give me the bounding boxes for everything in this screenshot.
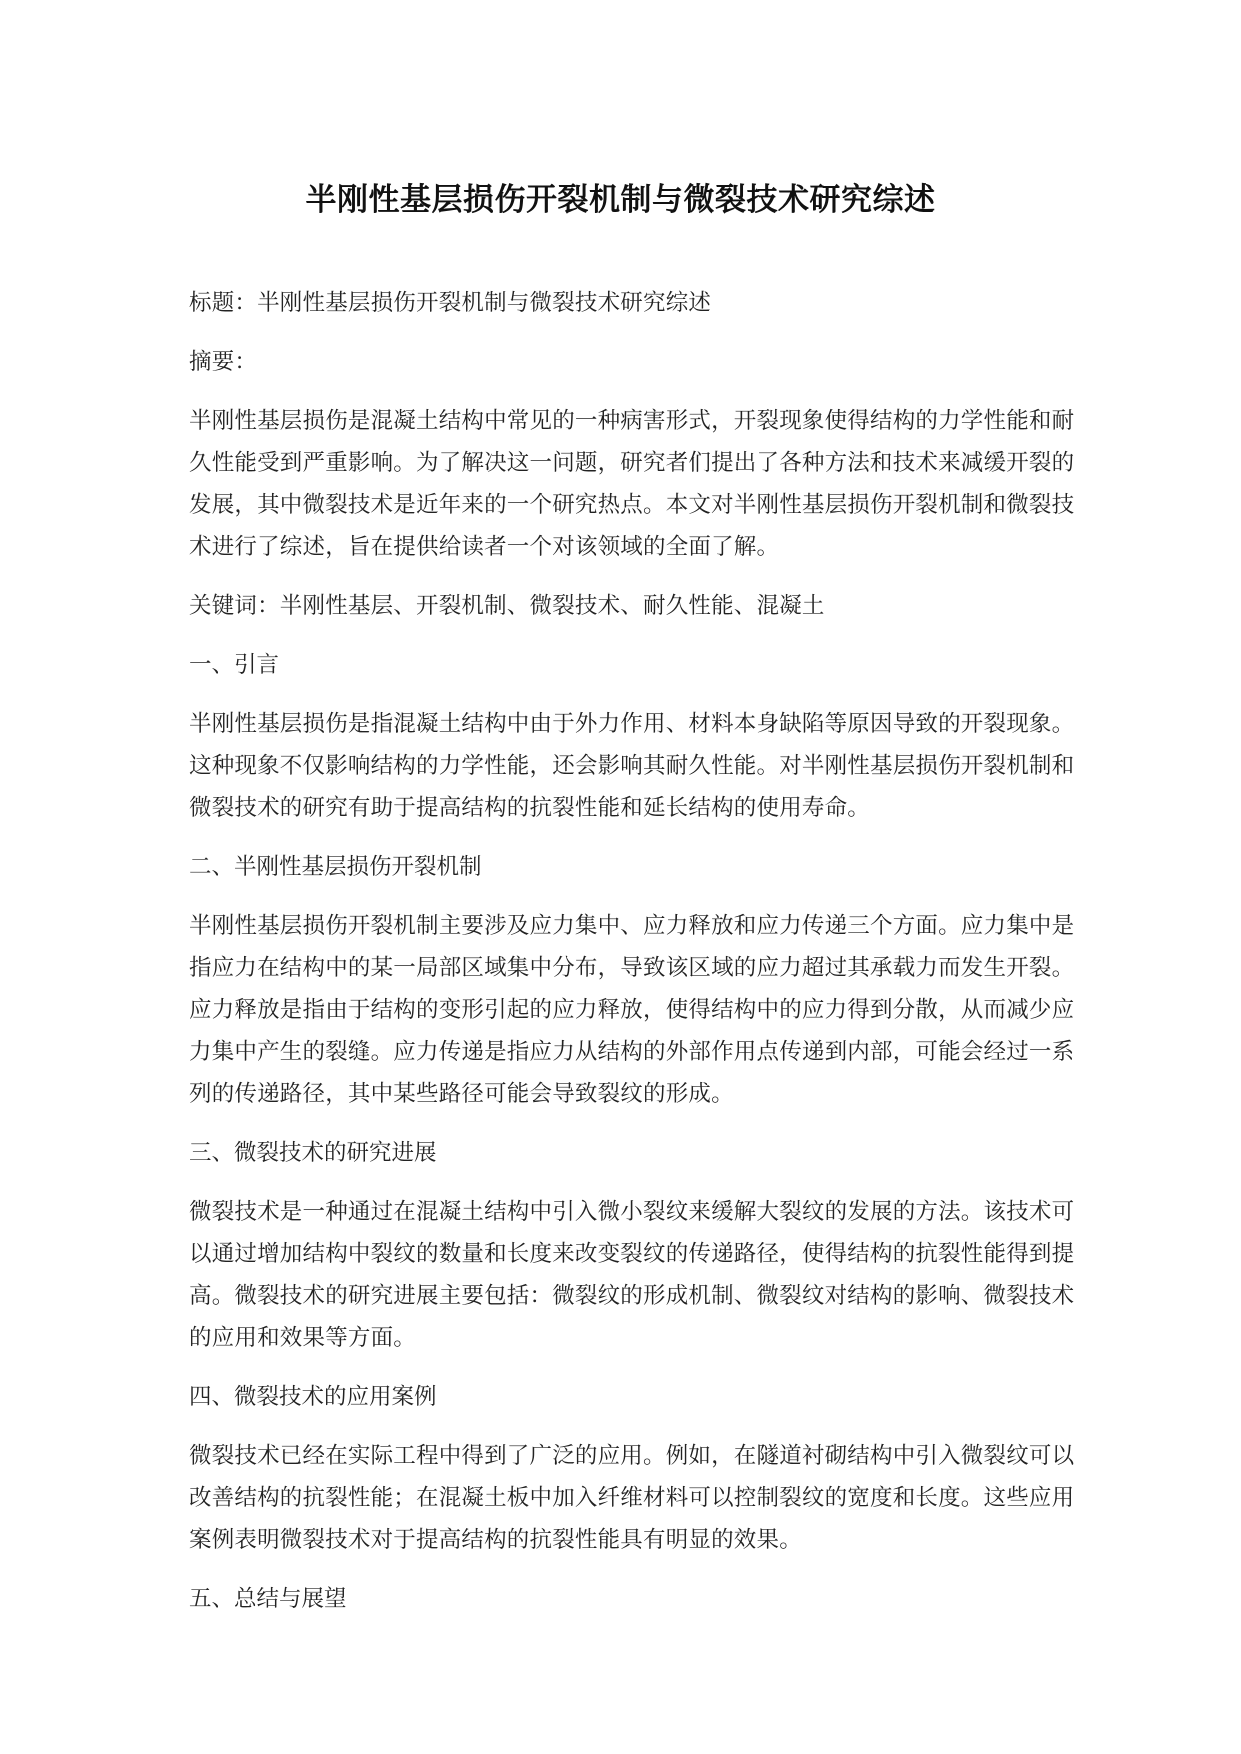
section-paragraph-applications: 微裂技术已经在实际工程中得到了广泛的应用。例如，在隧道衬砌结构中引入微裂纹可以改善结构的抗裂性能；在混凝土板中加入纤维材料可以控制裂纹的宽度和长度。这些应用案例表明微裂技术对于提高结构的抗裂性能具有明显的效果。: [189, 1443, 1075, 1553]
section-heading-applications: 四、微裂技术的应用案例: [189, 1384, 437, 1410]
section-paragraph-progress: 微裂技术是一种通过在混凝土结构中引入微小裂纹来缓解大裂纹的发展的方法。该技术可以通过增加结构中裂纹的数量和长度来改变裂纹的传递路径，使得结构的抗裂性能得到提高。微裂技术的研究进展主要包括：微裂纹的形成机制、微裂纹对结构的影响、微裂技术的应用和效果等方面。: [189, 1199, 1075, 1351]
title-line: 标题：半刚性基层损伤开裂机制与微裂技术研究综述: [189, 290, 712, 316]
section-heading-summary: 五、总结与展望: [189, 1586, 347, 1612]
abstract-label: 摘要：: [189, 349, 258, 375]
section-heading-progress: 三、微裂技术的研究进展: [189, 1140, 437, 1166]
document-body: [189, 282, 1094, 1637]
section-heading-mechanism: 二、半刚性基层损伤开裂机制: [189, 854, 482, 880]
keywords-line: 关键词：半刚性基层、开裂机制、微裂技术、耐久性能、混凝土: [189, 593, 825, 619]
section-paragraph-mechanism: 半刚性基层损伤开裂机制主要涉及应力集中、应力释放和应力传递三个方面。应力集中是指应力在结构中的某一局部区域集中分布，导致该区域的应力超过其承载力而发生开裂。应力释放是指由于结构的变形引起的应力释放，使得结构中的应力得到分散，从而减少应力集中产生的裂缝。应力传递是指应力从结构的外部作用点传递到内部，可能会经过一系列的传递路径，其中某些路径可能会导致裂纹的形成。: [189, 913, 1075, 1107]
section-paragraph-introduction: 半刚性基层损伤是指混凝土结构中由于外力作用、材料本身缺陷等原因导致的开裂现象。这种现象不仅影响结构的力学性能，还会影响其耐久性能。对半刚性基层损伤开裂机制和微裂技术的研究有助于提高结构的抗裂性能和延长结构的使用寿命。: [189, 711, 1075, 821]
page-title: 半刚性基层损伤开裂机制与微裂技术研究综述: [305, 182, 936, 218]
section-heading-introduction: 一、引言: [189, 652, 280, 678]
abstract-paragraph: 半刚性基层损伤是混凝土结构中常见的一种病害形式，开裂现象使得结构的力学性能和耐久性能受到严重影响。为了解决这一问题，研究者们提出了各种方法和技术来减缓开裂的发展，其中微裂技术是近年来的一个研究热点。本文对半刚性基层损伤开裂机制和微裂技术进行了综述，旨在提供给读者一个对该领域的全面了解。: [189, 408, 1075, 560]
